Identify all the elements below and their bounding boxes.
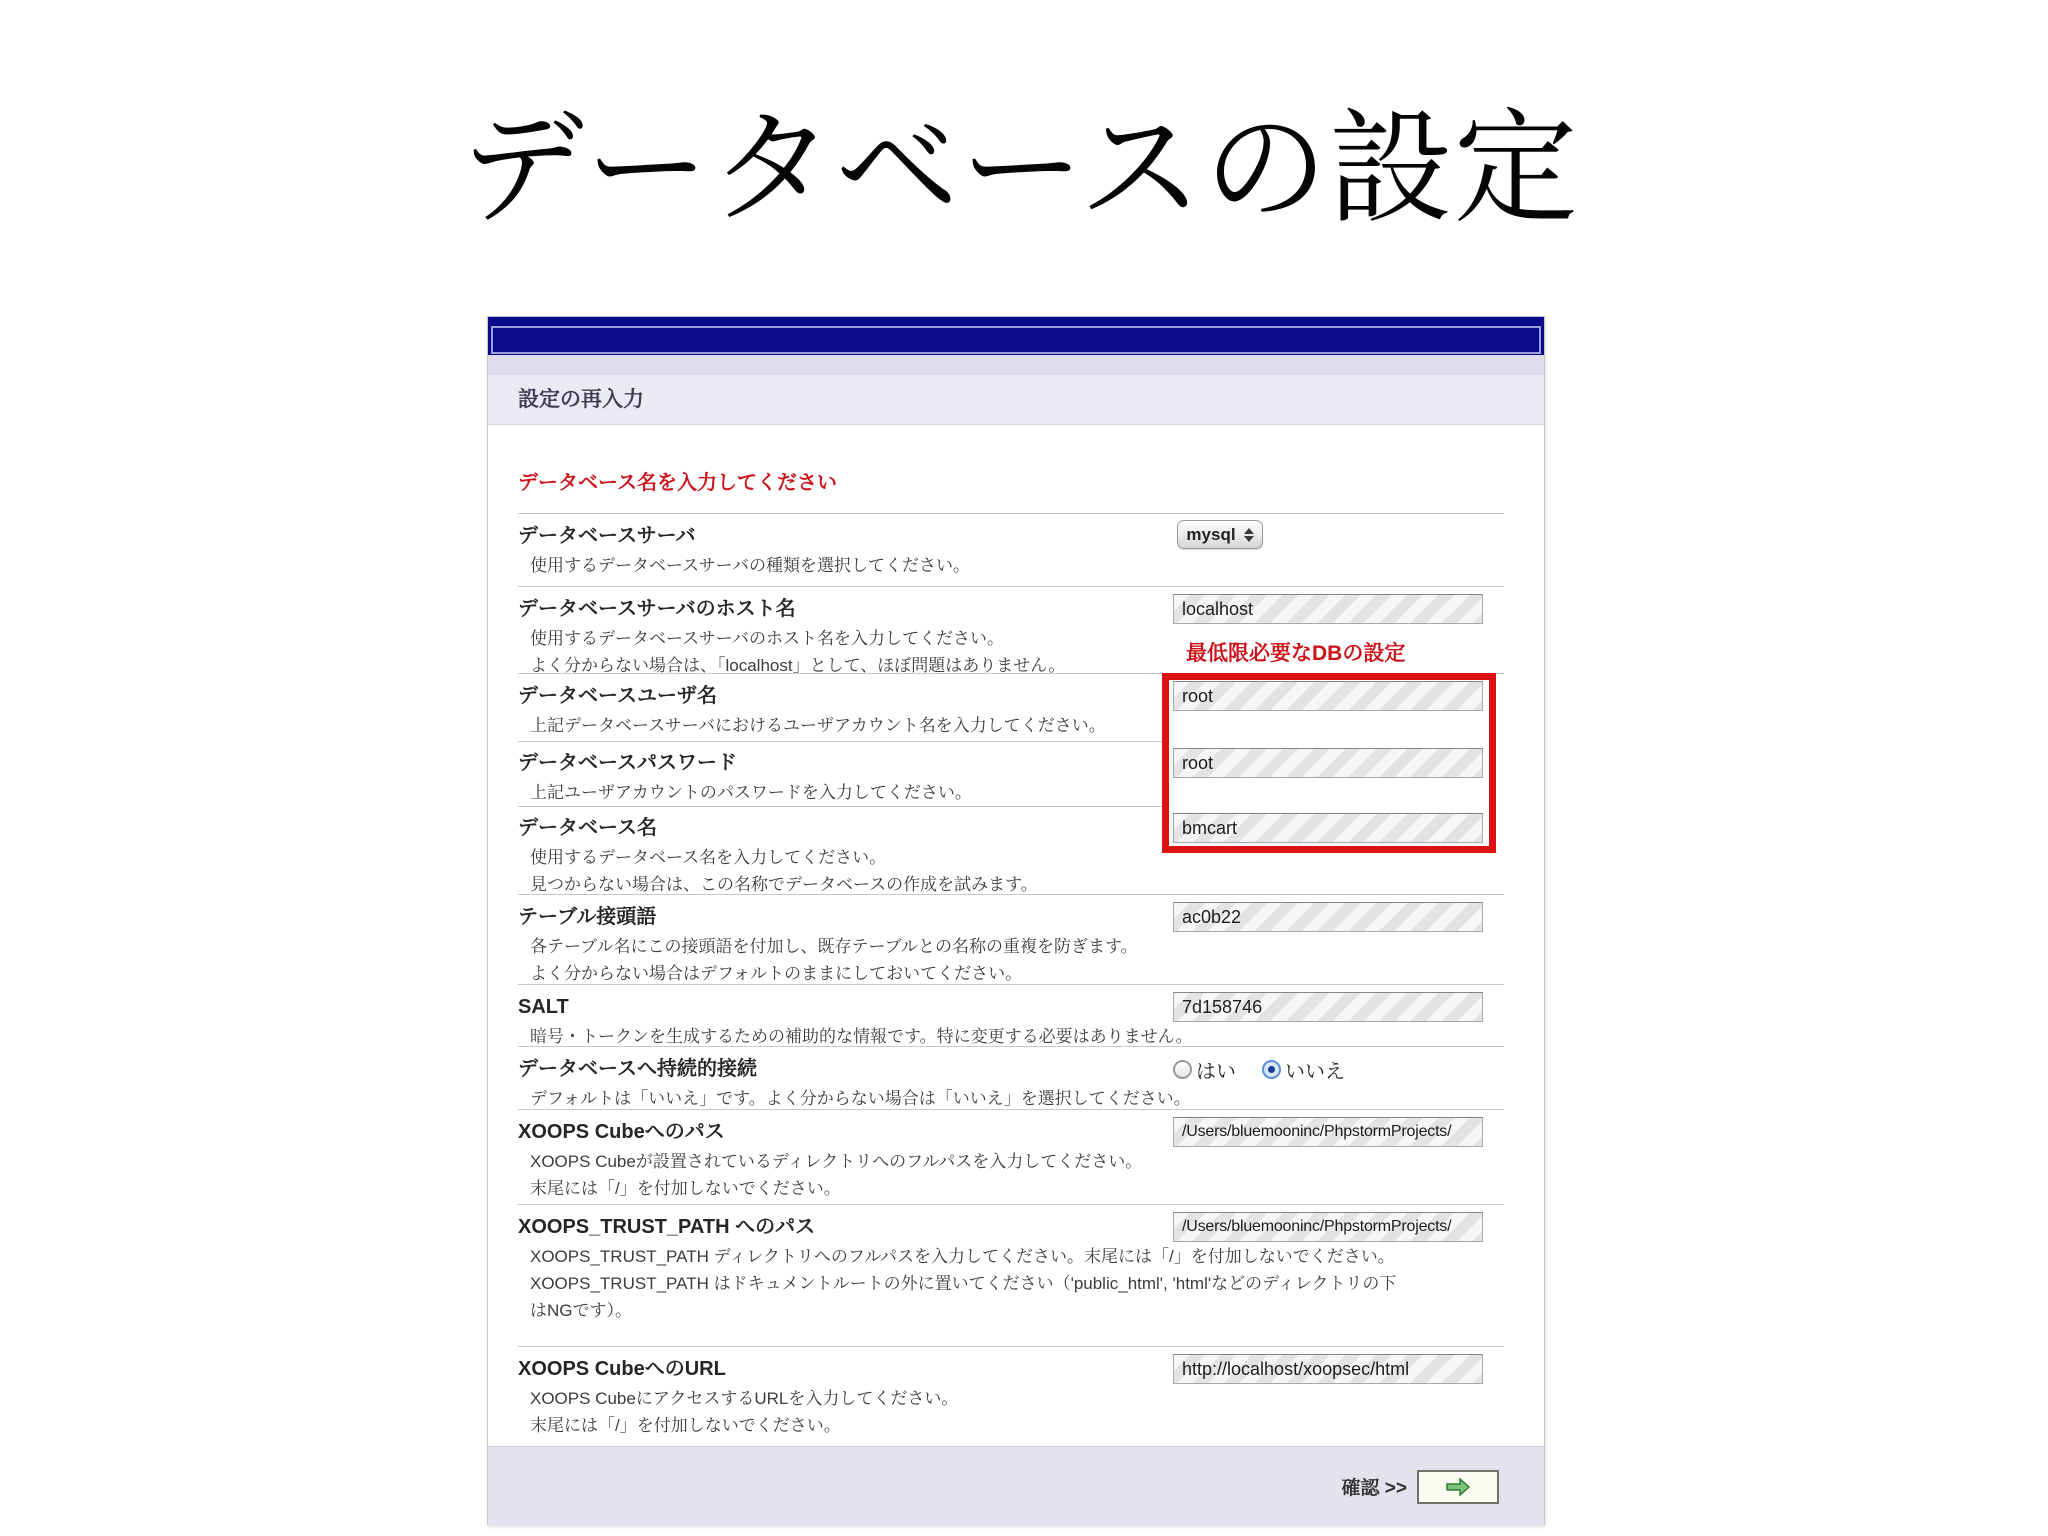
installer-header-bar [488,317,1544,355]
trust-path-input[interactable] [1173,1212,1483,1242]
field-description: 末尾には「/」を付加しないでください。 [530,1179,841,1198]
row-db-user [518,673,1504,741]
header-sub-strip [488,355,1544,375]
installer-header-bar-inner [491,326,1541,354]
row-xoops-url [518,1346,1504,1446]
field-description: XOOPS_TRUST_PATH ディレクトリへのフルパスを入力してください。末尾には「/」を付加しないでください。 [530,1247,1395,1266]
field-label: XOOPS CubeへのURL [518,1358,726,1380]
field-description: 使用するデータベースサーバの種類を選択してください。 [530,556,970,575]
field-description: XOOPS CubeにアクセスするURLを入力してください。 [530,1389,959,1408]
radio-unselected-icon [1173,1060,1192,1079]
field-label: データベースサーバのホスト名 [518,598,796,620]
radio-no-label: いいえ [1285,1061,1345,1083]
row-db-server [518,513,1504,586]
xoops-url-input[interactable] [1173,1354,1483,1384]
field-description: XOOPS Cubeが設置されているディレクトリへのフルパスを入力してください。 [530,1152,1143,1171]
select-updown-icon [1244,528,1254,542]
row-salt [518,984,1504,1046]
field-description: デフォルトは「いいえ」です。よく分からない場合は「いいえ」を選択してください。 [530,1089,1191,1108]
radio-selected-icon [1262,1060,1281,1079]
radio-yes-label: はい [1196,1061,1236,1083]
field-label: データベースユーザ名 [518,685,717,707]
table-prefix-input[interactable] [1173,902,1483,932]
field-label: データベースサーバ [518,525,696,547]
field-label: データベースへ持続的接続 [518,1058,757,1080]
minimum-db-note: 最低限必要なDBの設定 [1186,642,1406,665]
field-description: 上記データベースサーバにおけるユーザアカウント名を入力してください。 [530,716,1106,735]
field-description: 使用するデータベース名を入力してください。 [530,848,887,867]
db-name-input[interactable] [1173,813,1483,843]
row-table-prefix [518,894,1504,984]
field-description: よく分からない場合は、「localhost」として、ほぼ問題はありません。 [530,656,1066,675]
confirm-label: 確認 >> [1341,1478,1407,1499]
green-arrow-icon [1443,1477,1473,1497]
field-description: 暗号・トークンを生成するための補助的な情報です。特に変更する必要はありません。 [530,1027,1193,1046]
row-trust-path [518,1204,1504,1346]
salt-input[interactable] [1173,992,1483,1022]
db-user-input[interactable] [1173,681,1483,711]
radio-yes[interactable] [1173,1055,1236,1084]
db-server-select[interactable] [1177,520,1263,549]
persistent-connection-radios [1173,1055,1345,1084]
row-xoops-path [518,1109,1504,1204]
confirm-button[interactable] [1417,1470,1499,1504]
row-persistent-connection [518,1046,1504,1109]
db-password-input[interactable] [1173,748,1483,778]
field-description: よく分からない場合はデフォルトのままにしておいてください。 [530,964,1023,983]
field-label: XOOPS Cubeへのパス [518,1121,725,1143]
field-description: 各テーブル名にこの接頭語を付加し、既存テーブルとの名称の重複を防ぎます。 [530,937,1138,956]
field-description: 見つからない場合は、この名称でデータベースの作成を試みます。 [530,875,1038,894]
panel-title: 設定の再入力 [488,375,1544,425]
field-label: XOOPS_TRUST_PATH へのパス [518,1216,816,1238]
error-message: データベース名を入力してください [518,472,837,494]
row-db-name [518,806,1504,894]
installer-panel [487,316,1545,1525]
field-label: テーブル接頭語 [518,906,657,928]
row-db-password [518,741,1504,806]
field-label: データベース名 [518,817,657,839]
form-content [488,425,1544,1446]
db-host-input[interactable] [1173,594,1483,624]
panel-footer [488,1446,1544,1526]
xoops-path-input[interactable] [1173,1117,1483,1147]
field-label: データベースパスワード [518,752,737,774]
field-description: 上記ユーザアカウントのパスワードを入力してください。 [530,783,972,802]
field-description: 末尾には「/」を付加しないでください。 [530,1416,841,1435]
field-description: 使用するデータベースサーバのホスト名を入力してください。 [530,629,1004,648]
radio-no[interactable] [1262,1055,1345,1084]
field-description: XOOPS_TRUST_PATH はドキュメントルートの外に置いてください（'public_html', 'html'などのディレクトリの下はNGです）。 [530,1274,1397,1320]
field-label: SALT [518,996,569,1018]
db-server-select-value: mysql [1186,524,1236,544]
page-title: データベースの設定 [460,101,1579,238]
row-db-host [518,586,1504,673]
